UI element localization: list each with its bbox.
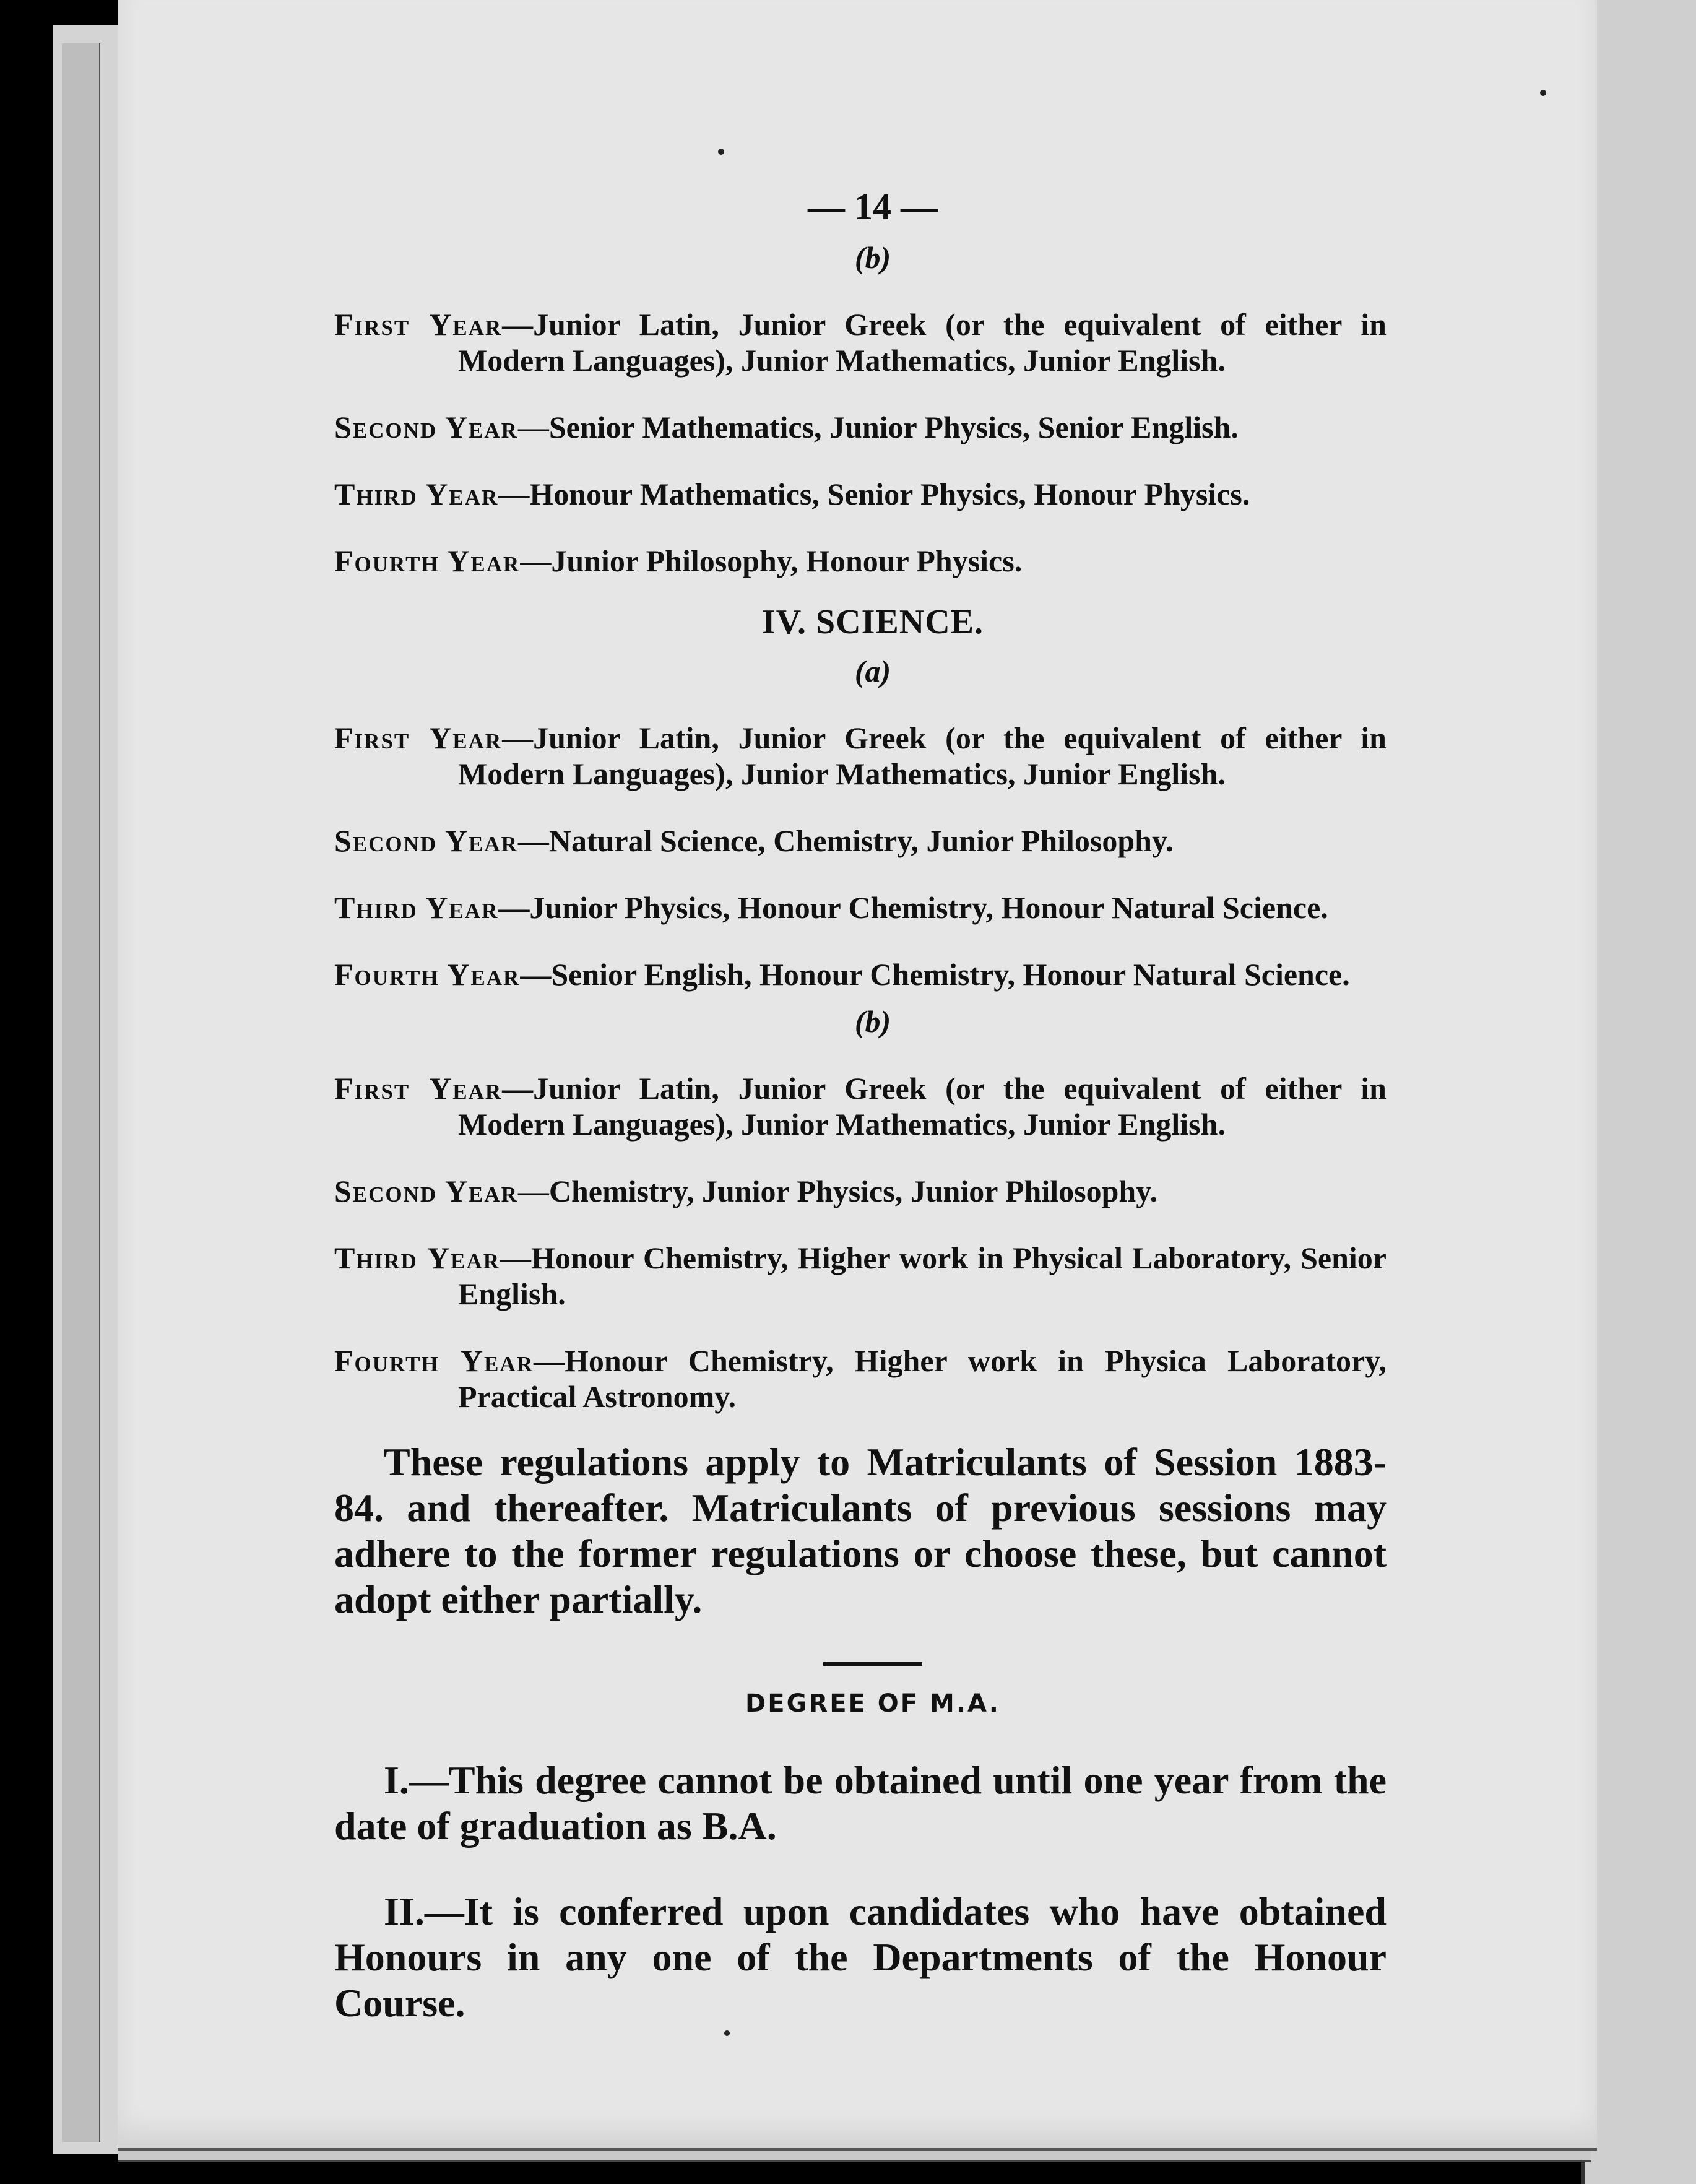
course-entry [334, 476, 1387, 512]
year-label: Fourth Year [334, 1343, 534, 1378]
course-entry [334, 890, 1387, 925]
section-divider [823, 1662, 922, 1666]
course-entry [334, 823, 1387, 859]
page-content [334, 186, 1387, 2042]
science-b-entries [334, 1070, 1387, 1415]
course-list: —Natural Science, Chemistry, Junior Philosophy. [517, 823, 1174, 858]
year-label: Third Year [334, 477, 499, 511]
regulations-notice: These regulations apply to Matriculants of Session 1883-84. and thereafter. Matriculants of previous sessions may adhere to the former regulations or choose these, but cannot adopt either partially. [334, 1440, 1387, 1621]
course-list: —Junior Latin, Junior Greek (or the equivalent of either in Modern Languages), Junior Mathematics, Junior English. [458, 1071, 1387, 1142]
course-list: —Chemistry, Junior Physics, Junior Philosophy. [517, 1174, 1157, 1208]
degree-heading: DEGREE OF M.A. [745, 1689, 1000, 1718]
year-label: Second Year [334, 410, 518, 444]
year-label: Fourth Year [334, 957, 521, 992]
year-label: First Year [334, 1071, 503, 1106]
year-label: Third Year [334, 890, 499, 925]
course-entry [334, 1070, 1387, 1142]
course-entry [334, 409, 1387, 445]
facing-page-edge [1581, 0, 1696, 2184]
course-entry [334, 1240, 1387, 1312]
year-label: First Year [334, 721, 503, 755]
degree-paragraph: II.—It is conferred upon candidates who have obtained Honours in any one of the Departments of the Honour Course. [334, 1889, 1387, 2025]
course-entry [334, 1173, 1387, 1209]
science-a-entries [334, 720, 1387, 992]
year-label: Second Year [334, 1174, 518, 1208]
course-entry [334, 306, 1387, 378]
course-entry [334, 1343, 1387, 1415]
year-label: Third Year [334, 1241, 501, 1275]
science-b-label: (b) [854, 1004, 891, 1039]
course-list: —Honour Mathematics, Senior Physics, Honour Physics. [498, 477, 1250, 511]
course-list: —Junior Philosophy, Honour Physics. [520, 544, 1023, 578]
arts-b-label: (b) [854, 240, 891, 275]
course-list: —Honour Chemistry, Higher work in Physica Laboratory, Practical Astronomy. [458, 1343, 1387, 1414]
course-list: —Junior Physics, Honour Chemistry, Honour Natural Science. [498, 890, 1328, 925]
year-label: Fourth Year [334, 544, 521, 578]
year-label: First Year [334, 307, 503, 342]
page-number: — 14 — [808, 186, 938, 227]
page-stack-edge-inner [62, 43, 100, 2142]
degree-paragraph: I.—This degree cannot be obtained until one year from the date of graduation as B.A. [334, 1758, 1387, 1848]
course-list: —Honour Chemistry, Higher work in Physical Laboratory, Senior English. [458, 1241, 1387, 1311]
course-list: —Senior Mathematics, Junior Physics, Senior English. [517, 410, 1239, 444]
course-list: —Junior Latin, Junior Greek (or the equivalent of either in Modern Languages), Junior Mathematics, Junior English. [458, 307, 1387, 378]
science-heading: IV. SCIENCE. [762, 603, 984, 641]
scan-speck [1540, 90, 1546, 96]
arts-b-entries [334, 306, 1387, 579]
year-label: Second Year [334, 823, 518, 858]
science-a-label: (a) [854, 654, 891, 688]
course-entry [334, 956, 1387, 992]
course-entry [334, 543, 1387, 579]
course-list: —Junior Latin, Junior Greek (or the equivalent of either in Modern Languages), Junior Mathematics, Junior English. [458, 721, 1387, 791]
course-entry [334, 720, 1387, 792]
course-list: —Senior English, Honour Chemistry, Honour Natural Science. [520, 957, 1350, 992]
scan-speck [718, 149, 724, 155]
